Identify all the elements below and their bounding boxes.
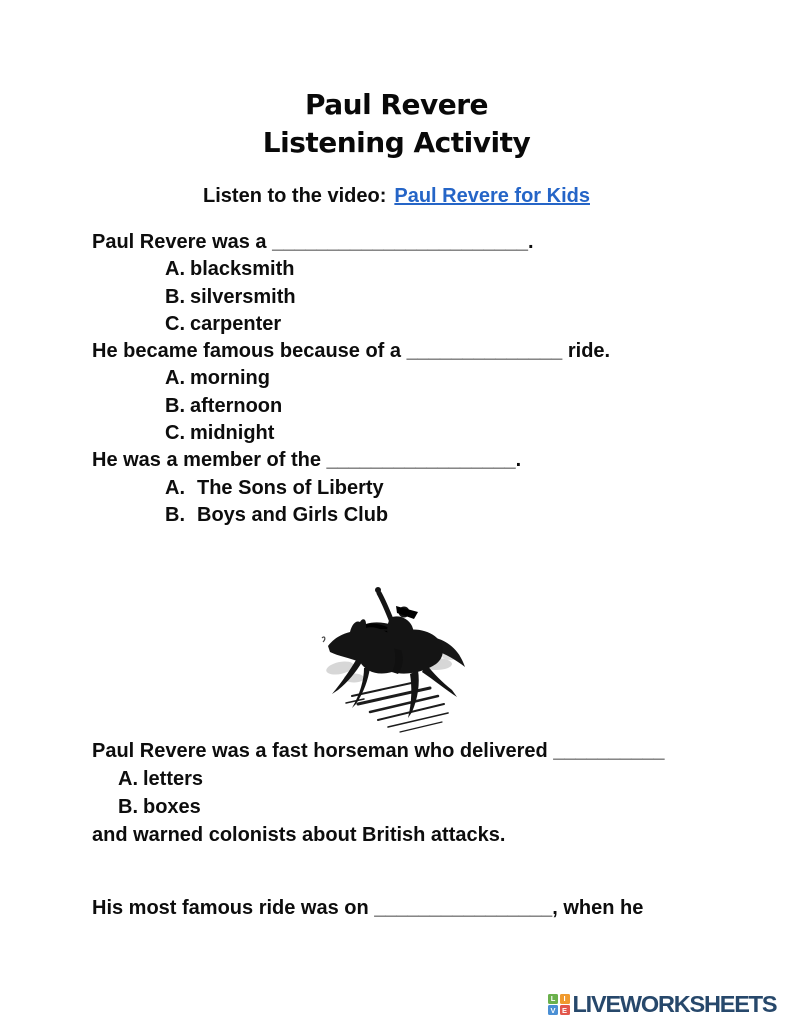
option-letter: C. [165,422,185,445]
question-1-option-a [92,256,610,283]
question-4-stem: Paul Revere was a fast horseman who delivered __________ [92,740,665,762]
option-text: blacksmith [190,258,295,281]
liveworksheets-brand-text: LIVEWORKSHEETS [572,991,777,1017]
option-letter: B. [165,503,185,526]
question-4-tail: and warned colonists about British attacks. [92,824,506,846]
option-text: midnight [190,422,275,445]
option-letter: A. [165,258,185,281]
video-link[interactable]: Paul Revere for Kids [394,185,590,207]
question-3-option-b [92,502,610,529]
option-text: Boys and Girls Club [197,503,389,526]
option-text: silversmith [190,285,296,308]
question-2-option-c [92,420,610,447]
option-text: morning [190,367,270,390]
question-2-stem: He became famous because of a ______________ ride. [92,340,611,363]
title-line-1: Paul Revere [304,88,489,121]
logo-square-i: I [560,994,570,1004]
question-block-top [92,229,610,529]
option-letter: B. [165,394,185,417]
video-instruction [0,185,793,208]
question-5-stem: His most famous ride was on ________________, when he [92,897,644,919]
logo-square-v: V [548,1005,558,1015]
horse-rider-sketch-icon [318,572,468,736]
question-3-option-a [92,475,610,502]
question-block-bottom [92,737,665,849]
option-letter: C. [165,312,185,335]
logo-square-l: L [548,994,558,1004]
option-text: carpenter [190,312,282,335]
option-text: afternoon [190,394,283,417]
question-3-stem: He was a member of the _________________. [92,449,522,472]
option-letter: B. [165,285,185,308]
option-letter: A. [165,367,185,390]
question-1-stem: Paul Revere was a _______________________. [92,231,534,253]
option-text: letters [143,768,204,790]
question-1-option-b [92,284,610,311]
question-2-option-b [92,393,610,420]
question-1-option-c [92,311,610,338]
option-text: boxes [143,796,201,818]
liveworksheets-logo-mark-icon [548,994,570,1016]
logo-square-e: E [560,1005,570,1015]
question-4-option-b [92,793,665,821]
option-letter: A. [118,768,138,790]
video-prompt-label: Listen to the video: [203,185,387,207]
worksheet-title [0,86,793,162]
paul-revere-horseback-illustration [318,572,468,736]
question-2-option-a [92,365,610,392]
option-letter: A. [165,476,185,499]
question-4-option-a [92,765,665,793]
option-text: The Sons of Liberty [197,476,384,499]
title-line-2: Listening Activity [262,126,531,159]
liveworksheets-logo [548,991,776,1018]
option-letter: B. [118,796,138,818]
